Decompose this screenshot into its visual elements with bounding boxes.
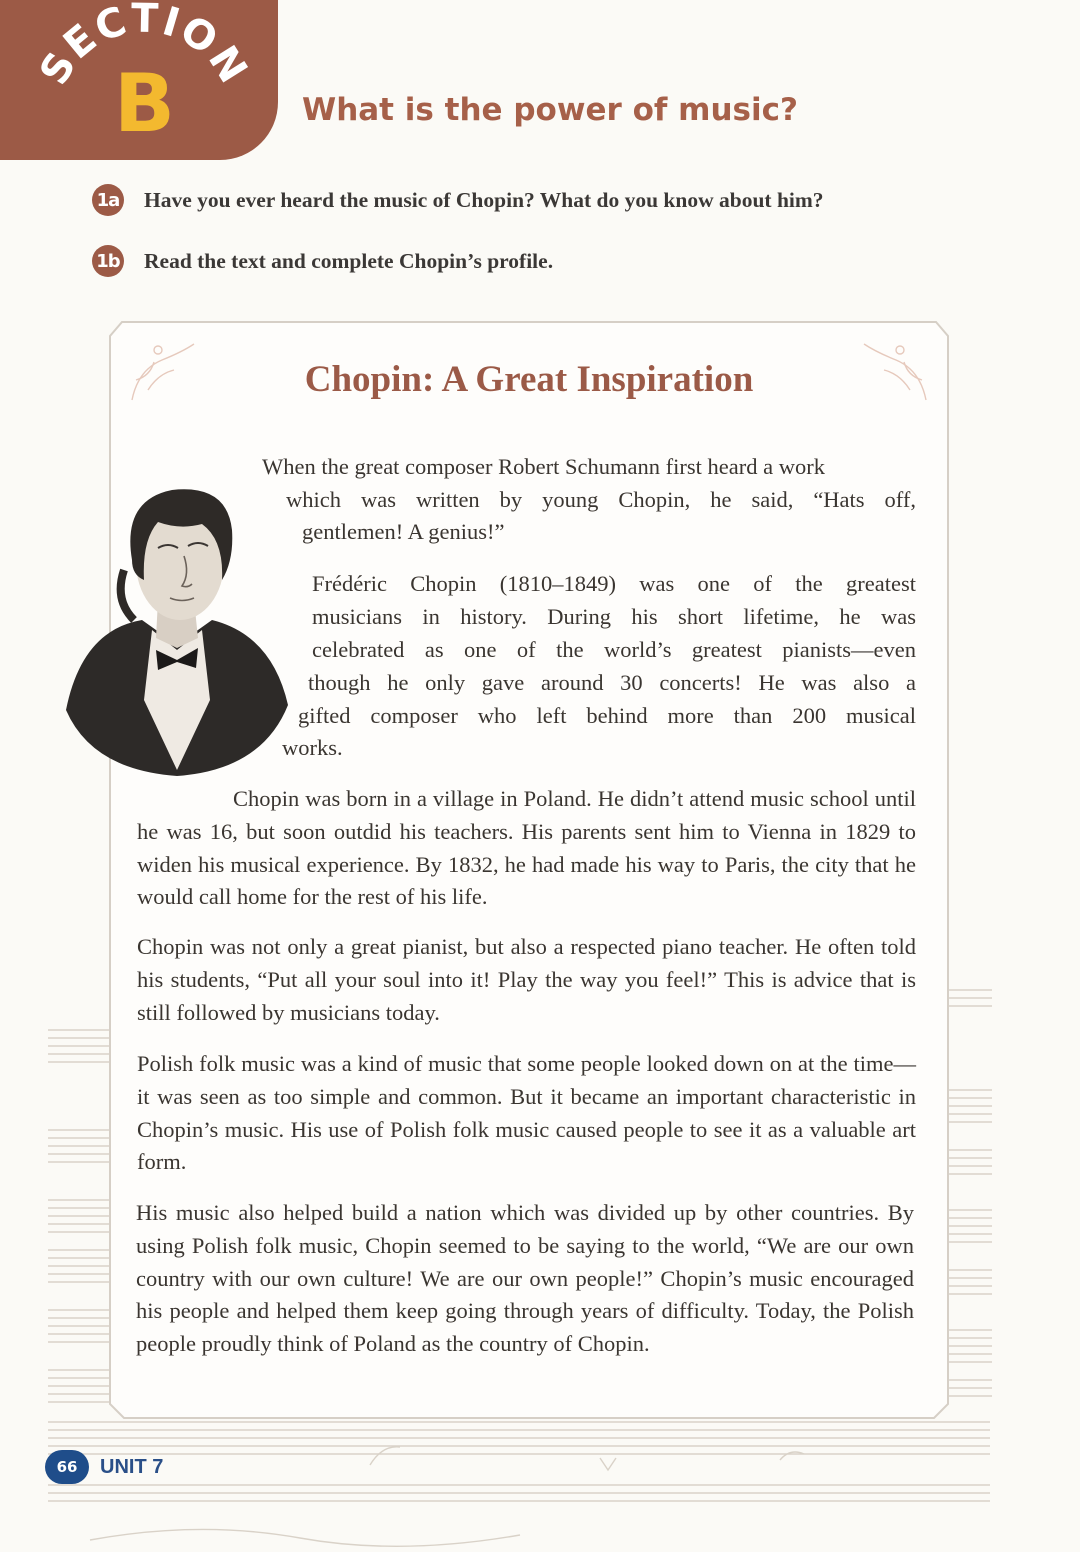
paragraph-line: gifted composer who left behind more than 200 musical bbox=[298, 703, 916, 728]
section-tab bbox=[0, 0, 278, 160]
paragraph-line: which was written by young Chopin, he said, “Hats off, bbox=[286, 487, 916, 512]
paragraph-4: Chopin was not only a great pianist, but also a respected piano teacher. He often told his students, “Put all your soul into it! Play the way you feel!” This is advice that is still followed by musicians today. bbox=[137, 934, 916, 1025]
activity-1b bbox=[92, 245, 553, 277]
activity-instruction: Read the text and complete Chopin’s profile. bbox=[144, 248, 554, 273]
activity-number-badge: 1a bbox=[92, 184, 124, 216]
paragraph-6: His music also helped build a nation which was divided up by other countries. By using Polish folk music, Chopin seemed to be saying to the world, “We are our own country with our own culture! We are our own people!” Chopin’s music encouraged his people and helped them keep going through years of difficulty. Today, the Polish people proudly think of Poland as the country of Chopin. bbox=[136, 1200, 914, 1357]
chopin-portrait bbox=[62, 470, 292, 780]
section-letter: B bbox=[114, 57, 175, 150]
section-word: SECTION bbox=[31, 0, 257, 93]
unit-label: UNIT 7 bbox=[100, 1456, 164, 1478]
paragraph-line: celebrated as one of the world’s greatest pianists—even bbox=[312, 637, 916, 662]
paragraph-line: musicians in history. During his short lifetime, he was bbox=[312, 604, 916, 629]
paragraph-line: though he only gave around 30 concerts! He was also a bbox=[308, 670, 916, 695]
article-title: Chopin: A Great Inspiration bbox=[304, 359, 754, 400]
page-number-badge: 66 bbox=[45, 1450, 89, 1484]
paragraph-line: gentlemen! A genius!” bbox=[302, 519, 505, 544]
activity-instruction: Have you ever heard the music of Chopin? What do you know about him? bbox=[144, 187, 824, 212]
activity-1a bbox=[92, 184, 824, 216]
paragraph-3: Chopin was born in a village in Poland. He didn’t attend music school until he was 16, but soon outdid his teachers. His parents sent him to Vienna in 1829 to widen his musical experience. By 1832, he had made his way to Paris, the city that he would call home for the rest of his life. bbox=[137, 786, 916, 910]
section-title: What is the power of music? bbox=[302, 92, 798, 128]
paragraph-line: Frédéric Chopin (1810–1849) was one of the greatest bbox=[312, 571, 916, 596]
activity-number-badge: 1b bbox=[92, 245, 124, 277]
paragraph-5: Polish folk music was a kind of music that some people looked down on at the time—it was seen as too simple and common. But it became an important characteristic in Chopin’s music. His use of Polish folk music caused people to see it as a valuable art form. bbox=[137, 1051, 916, 1175]
paragraph-line: works. bbox=[282, 735, 343, 760]
paragraph-line: When the great composer Robert Schumann first heard a work bbox=[262, 454, 825, 479]
